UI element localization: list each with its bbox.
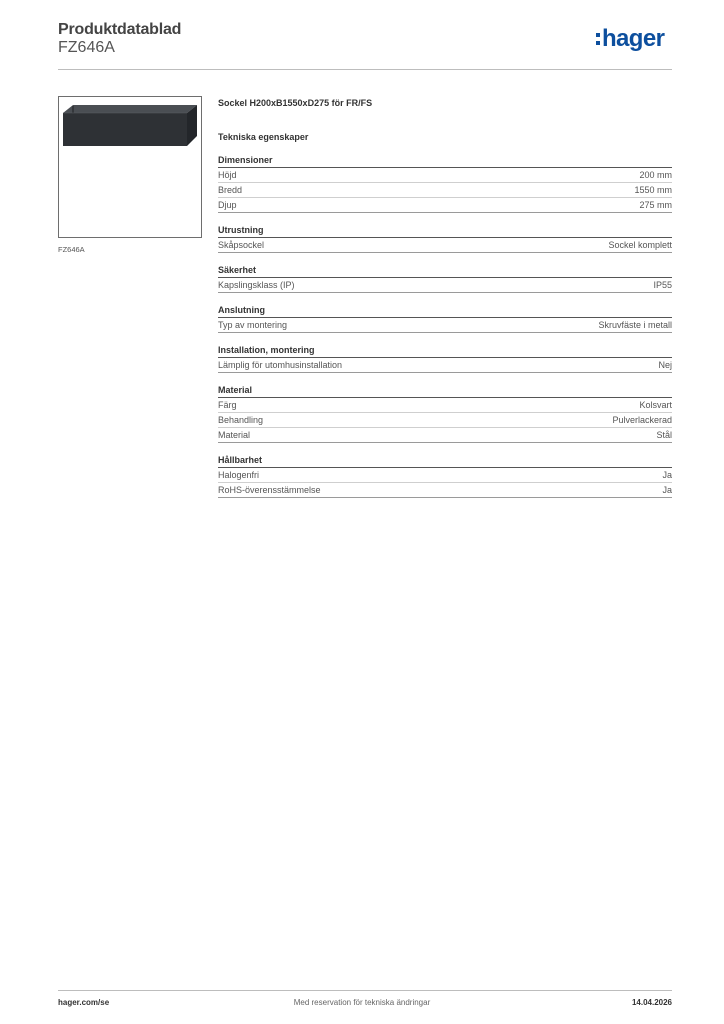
spec-value: 1550 mm (634, 185, 672, 195)
spec-row (218, 238, 672, 253)
footer-date: 14.04.2026 (631, 998, 672, 1007)
spec-label: Kapslingsklass (IP) (218, 280, 295, 290)
section-title: Hållbarhet (218, 455, 672, 468)
spec-row (218, 413, 672, 428)
spec-value: Stål (656, 430, 672, 440)
header-product-code: FZ646A (58, 39, 115, 56)
spec-section (218, 225, 672, 253)
section-title: Anslutning (218, 305, 672, 318)
spec-sections (218, 155, 672, 498)
section-title: Säkerhet (218, 265, 672, 278)
spec-row (218, 183, 672, 198)
tech-heading: Tekniska egenskaper (218, 132, 309, 142)
spec-label: Typ av montering (218, 320, 288, 330)
spec-value: Pulverlackerad (612, 415, 672, 425)
spec-section (218, 305, 672, 333)
spec-row (218, 318, 672, 333)
spec-label: Material (218, 430, 251, 440)
spec-row (218, 358, 672, 373)
spec-label: Färg (218, 400, 237, 410)
header-title: Produktdatablad (58, 21, 182, 38)
spec-label: Skåpsockel (218, 240, 265, 250)
spec-value: Sockel komplett (608, 240, 672, 250)
spec-value: 275 mm (639, 200, 672, 210)
spec-row (218, 468, 672, 483)
hager-logo (596, 27, 664, 51)
footer-divider (58, 990, 672, 991)
spec-label: Lämplig för utomhusinstallation (218, 360, 343, 370)
spec-section (218, 345, 672, 373)
spec-row (218, 483, 672, 498)
section-rows (218, 398, 672, 443)
product-title: Sockel H200xB1550xD275 för FR/FS (218, 98, 373, 108)
section-title: Material (218, 385, 672, 398)
spec-label: RoHS-överensstämmelse (218, 485, 321, 495)
footer-disclaimer: Med reservation för tekniska ändringar (293, 998, 431, 1007)
spec-section (218, 385, 672, 443)
logo-wordmark: hager (602, 25, 665, 52)
spec-value: Ja (662, 470, 672, 480)
product-image (58, 96, 202, 238)
spec-row (218, 168, 672, 183)
header-divider (58, 69, 672, 70)
spec-label: Djup (218, 200, 237, 210)
spec-row (218, 428, 672, 443)
spec-row (218, 198, 672, 213)
spec-section (218, 155, 672, 213)
spec-value: 200 mm (639, 170, 672, 180)
product-details (218, 97, 672, 498)
section-rows (218, 468, 672, 498)
section-title: Installation, montering (218, 345, 672, 358)
spec-row (218, 278, 672, 293)
spec-label: Bredd (218, 185, 243, 195)
spec-label: Behandling (218, 415, 264, 425)
logo-colon-icon (596, 33, 600, 49)
section-rows (218, 358, 672, 373)
section-title: Dimensioner (218, 155, 672, 168)
section-rows (218, 278, 672, 293)
section-rows (218, 318, 672, 333)
section-title: Utrustning (218, 225, 672, 238)
cabinet-plinth-icon (59, 97, 201, 237)
spec-section (218, 265, 672, 293)
spec-value: Ja (662, 485, 672, 495)
spec-label: Halogenfri (218, 470, 260, 480)
spec-value: Skruvfäste i metall (598, 320, 672, 330)
footer-website: hager.com/se (58, 998, 110, 1007)
spec-section (218, 455, 672, 498)
spec-value: Nej (658, 360, 672, 370)
spec-value: Kolsvart (639, 400, 672, 410)
spec-value: IP55 (653, 280, 672, 290)
section-rows (218, 168, 672, 213)
spec-label: Höjd (218, 170, 237, 180)
section-rows (218, 238, 672, 253)
image-caption: FZ646A (58, 245, 85, 254)
spec-row (218, 398, 672, 413)
